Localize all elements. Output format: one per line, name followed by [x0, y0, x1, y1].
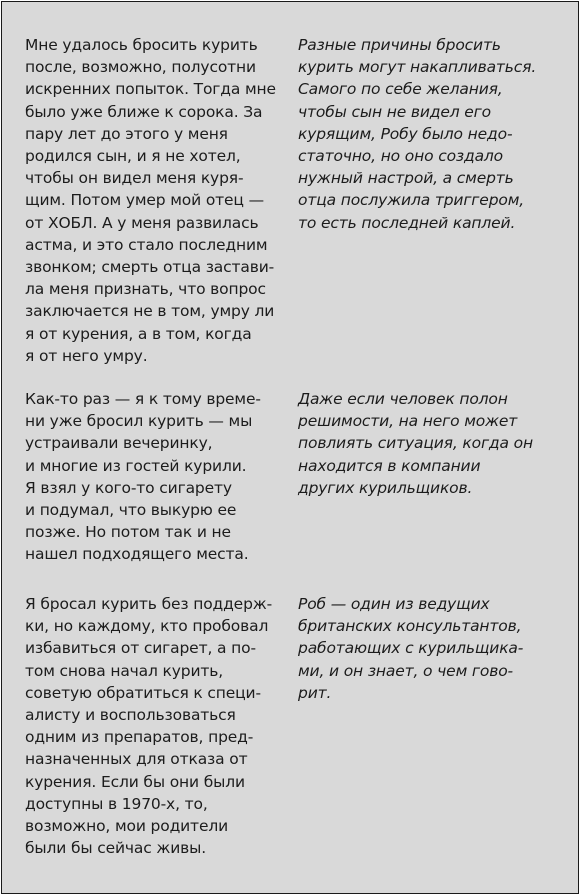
note-text: [298, 34, 560, 234]
quote-line: Я бросал курить без поддерж-: [25, 595, 273, 613]
note-line: работающих с курильщика-: [298, 639, 524, 658]
note-line: Даже если человек полон: [298, 390, 508, 408]
quote-line: избавиться от сигарет, а по-: [25, 639, 256, 658]
note-text: [298, 593, 560, 704]
quote-line: искренних попыток. Тогда мне: [25, 80, 276, 99]
quote-line: я от курения, а в том, когда: [25, 324, 252, 343]
quote-line: астма, и это стало последним: [25, 235, 268, 254]
quote-line: возможно, мои родители: [25, 817, 229, 836]
quote-text: [25, 34, 275, 367]
quote-line: заключается не в том, умру ли: [25, 302, 275, 321]
quote-line: курения. Если бы они были: [25, 772, 245, 791]
quote-line: чтобы он видел меня куря-: [25, 169, 244, 188]
quote-line: советую обратиться к специ-: [25, 683, 261, 702]
quote-line: звонком; смерть отца застави-: [25, 258, 275, 277]
quote-line: нашел подходящего места.: [25, 545, 249, 564]
quote-line: от ХОБЛ. А у меня развилась: [25, 213, 259, 232]
note-line: ми, и он знает, о чем гово-: [298, 661, 513, 680]
quote-line: Я взял у кого-то сигарету: [25, 478, 232, 497]
note-line: британских консультантов,: [298, 617, 522, 636]
quote-line: и многие из гостей курили.: [25, 456, 247, 475]
note-line: чтобы сын не видел его: [298, 102, 491, 121]
quote-line: позже. Но потом так и не: [25, 523, 231, 542]
note-line: рит.: [298, 683, 332, 702]
quote-line: ла меня признать, что вопрос: [25, 280, 266, 299]
note-line: других курильщиков.: [298, 478, 473, 497]
quote-line: я от него умру.: [25, 346, 148, 365]
quote-text: [25, 388, 275, 566]
quote-text: [25, 593, 275, 859]
quote-line: Мне удалось бросить курить: [25, 36, 258, 54]
note-line: Роб — один из ведущих: [298, 595, 490, 613]
quote-line: после, возможно, полусотни: [25, 58, 256, 77]
note-line: курить могут накапливаться.: [298, 58, 537, 77]
quote-line: родился сын, и я не хотел,: [25, 147, 241, 166]
quote-line: одним из препаратов, пред-: [25, 728, 254, 747]
quote-line: ни уже бросил курить — мы: [25, 412, 253, 431]
quote-line: доступны в 1970-х, то,: [25, 794, 208, 813]
note-line: курящим, Робу было недо-: [298, 124, 513, 143]
quote-line: ки, но каждому, кто пробовал: [25, 617, 269, 636]
note-line: то есть последней каплей.: [298, 213, 516, 232]
quote-line: Как-то раз — я к тому време-: [25, 390, 261, 408]
note-line: статочно, но оно создало: [298, 147, 504, 166]
note-line: нужный настрой, а смерть: [298, 169, 514, 188]
note-line: отца послужила триггером,: [298, 191, 525, 210]
quote-line: устраивали вечеринку,: [25, 434, 213, 453]
quote-line: было уже ближе к сорока. За: [25, 102, 263, 121]
quote-line: назначенных для отказа от: [25, 750, 248, 769]
quote-line: пару лет до этого у меня: [25, 124, 228, 143]
quote-line: алисту и воспользоваться: [25, 706, 236, 725]
quote-line: том снова начал курить,: [25, 661, 224, 680]
note-text: [298, 388, 560, 499]
quote-line: были бы сейчас живы.: [25, 839, 207, 858]
note-line: находится в компании: [298, 456, 481, 475]
sidebar-panel: [1, 1, 579, 894]
note-line: Самого по себе желания,: [298, 80, 503, 99]
note-line: повлиять ситуация, когда он: [298, 434, 533, 453]
note-line: Разные причины бросить: [298, 36, 501, 54]
quote-line: и подумал, что выкурю ее: [25, 501, 237, 520]
note-line: решимости, на него может: [298, 412, 518, 431]
quote-line: щим. Потом умер мой отец —: [25, 191, 264, 210]
